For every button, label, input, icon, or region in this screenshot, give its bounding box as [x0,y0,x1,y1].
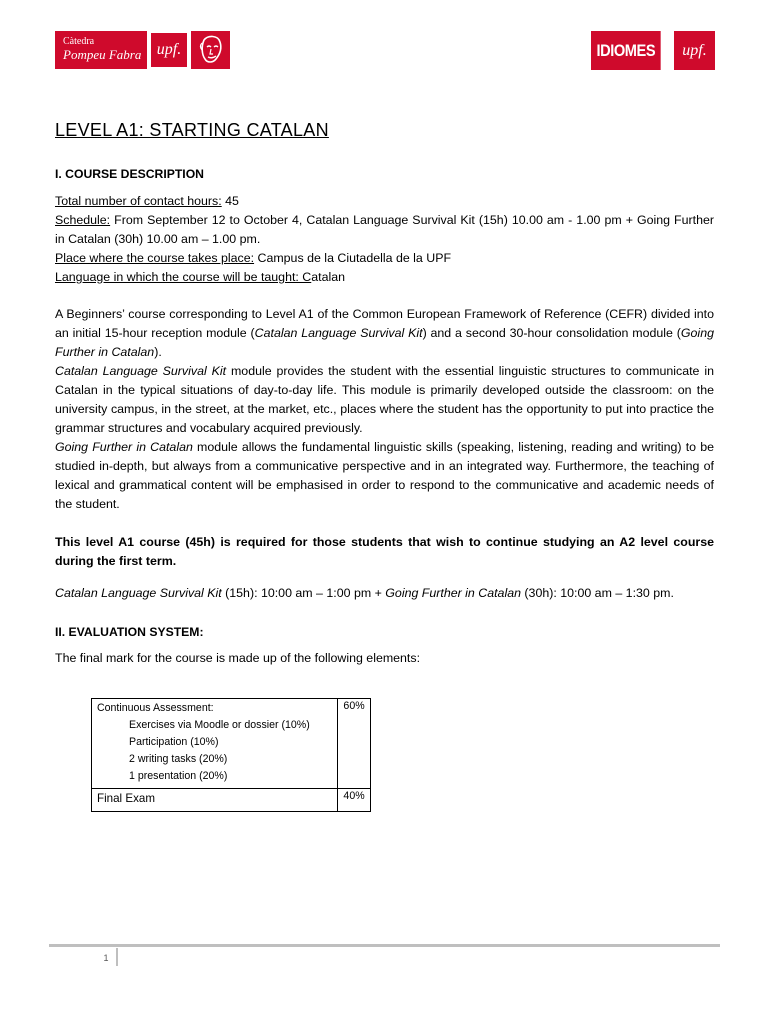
times-module2-hours: (30h): 10:00 am – 1:30 pm. [520,586,674,600]
assessment-item: 1 presentation (20%) [129,770,228,782]
continuous-assessment-cell [92,699,338,789]
idiomes-upf-logo [591,31,715,70]
module-times-line [55,584,714,603]
portrait-icon [191,31,230,69]
intro-module1-name: Catalan Language Survival Kit [254,326,423,340]
contact-hours-label: Total number of contact hours: [55,194,222,208]
page-number: 1 [103,953,109,963]
document-body [55,117,714,668]
survival-kit-paragraph [55,362,714,438]
catedra-logo-text [55,31,147,69]
contact-hours-line [55,192,714,211]
assessment-item: Participation (10%) [129,736,219,748]
page-number-divider [116,948,118,966]
final-exam-label: Final Exam [92,789,338,812]
intro-paragraph [55,305,714,362]
schedule-line [55,211,714,249]
language-value: atalan [311,270,346,284]
times-module2-name: Going Further in Catalan [385,586,521,600]
place-label: Place where the course takes place: [55,251,255,265]
catedra-logo-line2: Pompeu Fabra [63,47,142,62]
times-module1-hours: (15h): 10:00 am – 1:00 pm + [221,586,386,600]
survival-kit-text: module provides the student with the essential linguistic structures to communicate in Catalan in the typical situations of day-to-day life. This module is primarily developed outside the classroom: on the university campus, in the street, at the market, etc., places where the student has the opportunity to put into practice the grammar structures and vocabulary acquired previously. [55,364,714,435]
going-further-paragraph [55,438,714,514]
intro-text-a: A Beginners’ course corresponding to Level A1 of the Common European Framework of Reference (CEFR) divided into an initial 15-hour reception module ( [55,307,714,340]
intro-text-b: ) and a second 30-hour consolidation module ( [422,326,681,340]
evaluation-intro: The final mark for the course is made up of the following elements: [55,651,421,665]
assessment-item: 2 writing tasks (20%) [129,753,228,765]
continuous-assessment-percent: 60% [338,699,371,789]
intro-text-c: ). [154,345,162,359]
going-further-name: Going Further in Catalan [55,440,193,454]
continuous-assessment-row [92,699,371,789]
times-module1-name: Catalan Language Survival Kit [55,586,222,600]
evaluation-table [91,698,371,812]
footer-divider [49,944,720,947]
final-exam-percent: 40% [338,789,371,812]
language-line [55,268,714,287]
catedra-upf-mark: upf. [149,31,189,69]
schedule-label: Schedule: [55,213,111,227]
language-label: Language in which the course will be taught: C [55,270,312,284]
idiomes-upf-mark: upf. [674,31,715,70]
catedra-logo-line1: Càtedra [63,36,95,47]
final-exam-row [92,789,371,812]
place-value: Campus de la Ciutadella de la UPF [254,251,452,265]
going-further-text: module allows the fundamental linguistic skills (speaking, listening, reading and writing) to be studied in-depth, but always from a communicative perspective and in an integrated way. Furthermore, the teaching of lexical and grammatical content will be emphasised in order to respond to the communicative and academic needs of the student. [55,440,714,511]
course-description-heading: I. COURSE DESCRIPTION [55,167,204,181]
page-title: LEVEL A1: STARTING CATALAN [55,120,329,140]
idiomes-logo-word: IDIOMES [591,31,661,70]
schedule-value: From September 12 to October 4, Catalan Language Survival Kit (15h) 10.00 am - 1.00 pm + Going Further in Catalan (30h) 10.00 am – 1.00 pm. [55,213,714,246]
intro-module2-name: Going Further in Catalan [55,326,714,359]
place-line [55,249,714,268]
assessment-item: Exercises via Moodle or dossier (10%) [129,719,310,731]
continuous-assessment-label: Continuous Assessment: [97,702,214,714]
requirement-note: This level A1 course (45h) is required for those students that wish to continue studying an A2 level course during the first term. [55,535,714,568]
catedra-pompeu-fabra-logo [55,31,230,69]
contact-hours-value: 45 [221,194,239,208]
evaluation-heading: II. EVALUATION SYSTEM: [55,625,204,639]
survival-kit-name: Catalan Language Survival Kit [55,364,227,378]
